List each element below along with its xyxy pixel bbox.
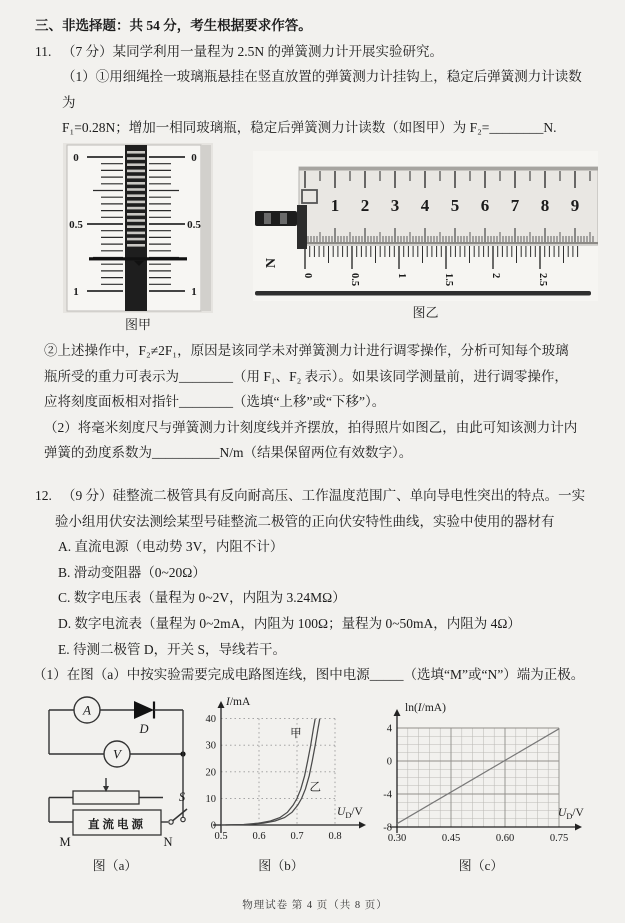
svg-text:A: A	[83, 702, 91, 718]
svg-text:20: 20	[205, 766, 216, 778]
svg-text:UD/V: $U_D/V$	[337, 805, 363, 820]
q12-option-c: C. 数字电压表（量程为 0~2V，内阻为 3.24MΩ）	[58, 590, 346, 606]
svg-text:2.5: 2.5	[537, 272, 548, 287]
svg-text:0.7: 0.7	[290, 830, 304, 842]
q12-option-d: D. 数字电流表（量程为 0~2mA，内阻为 100Ω；量程为 0~50mA，内阻为 4Ω）	[58, 615, 521, 631]
svg-text:0.5: 0.5	[214, 830, 228, 842]
svg-text:0.30: 0.30	[387, 832, 407, 844]
svg-text:0.75: 0.75	[549, 832, 569, 844]
section-header: 三、非选择题：共 54 分，考生根据要求作答。	[35, 18, 312, 33]
svg-text:UD/V: $U_D/V$	[558, 806, 584, 821]
figure-c	[367, 692, 595, 875]
svg-text:0.5: 0.5	[349, 272, 360, 287]
ruler-photo-figure	[253, 151, 598, 301]
figure-jia-caption: 图甲	[124, 316, 151, 332]
question-11	[35, 39, 595, 65]
svg-text:ln(I/mA): ln(I/mA)	[405, 701, 446, 714]
figure-c-caption: 图（c）	[458, 857, 504, 873]
svg-text:-8: -8	[383, 822, 392, 834]
svg-text:N: N	[264, 257, 279, 269]
figure-jia	[63, 143, 213, 334]
svg-text:0.45: 0.45	[441, 832, 461, 844]
svg-text:0: 0	[191, 151, 197, 164]
svg-text:4: 4	[386, 723, 392, 735]
svg-text:4: 4	[420, 195, 430, 215]
q11-figures-row	[63, 143, 595, 334]
question-12	[35, 483, 595, 509]
svg-text:40: 40	[205, 713, 216, 725]
svg-text:8: 8	[540, 195, 550, 215]
svg-text:10: 10	[205, 793, 216, 805]
q12-option-b: B. 滑动变阻器（0~20Ω）	[58, 564, 206, 580]
svg-text:1: 1	[73, 285, 79, 298]
q11-stem: （7 分）某同学利用一量程为 2.5N 的弹簧测力计开展实验研究。	[62, 43, 443, 59]
svg-text:甲: 甲	[290, 727, 302, 740]
circuit-diagram-figure	[35, 692, 195, 854]
q12-figures-row	[35, 692, 595, 875]
svg-text:直流电源: 直流电源	[88, 818, 146, 831]
svg-text:0.60: 0.60	[495, 832, 515, 844]
svg-text:0: 0	[73, 151, 79, 164]
svg-text:乙: 乙	[309, 781, 321, 794]
svg-text:2: 2	[490, 272, 501, 279]
iv-curve-chart	[195, 692, 367, 854]
svg-text:0: 0	[386, 756, 392, 768]
q12-sub1: （1）在图（a）中按实验需要完成电路图连线，图中电源_____（选填“M”或“N”）端为正极。	[33, 667, 585, 683]
svg-text:30: 30	[205, 740, 216, 752]
svg-text:N: N	[163, 834, 173, 849]
svg-text:D: D	[139, 721, 149, 736]
figure-a-caption: 图（a）	[92, 857, 138, 873]
svg-text:1: 1	[330, 195, 340, 215]
svg-text:M: M	[59, 834, 71, 849]
svg-text:0: 0	[302, 272, 313, 279]
svg-text:0: 0	[210, 820, 216, 832]
q12-stem-line2: 验小组用伏安法测绘某型号硅整流二极管的正向伏安特性曲线，实验中使用的器材有	[55, 513, 555, 529]
spring-scale-figure	[63, 143, 213, 313]
svg-text:I/mA: I/mA	[226, 695, 251, 708]
q11-part2-line3: 应将刻度面板相对指针________（选填“上移”或“下移”）。	[44, 394, 386, 410]
q11-part1-line2: F₁=0.28N；增加一相同玻璃瓶，稳定后弹簧测力计读数（如图甲）为 F₂=________N.	[62, 120, 557, 136]
svg-text:1: 1	[396, 272, 407, 279]
svg-text:5: 5	[450, 195, 460, 215]
q11-part1-line1: （1）①用细绳拴一玻璃瓶悬挂在竖直放置的弹簧测力计挂钩上，稳定后弹簧测力计读数为	[62, 69, 582, 110]
svg-text:S: S	[178, 789, 186, 804]
q11-number: 11.	[35, 43, 52, 59]
svg-text:1: 1	[191, 285, 197, 298]
svg-text:V: V	[113, 746, 121, 762]
figure-b	[195, 692, 367, 875]
svg-text:1.5: 1.5	[443, 272, 454, 287]
svg-text:0.8: 0.8	[328, 830, 342, 842]
q12-option-a: A. 直流电源（电动势 3V，内阻不计）	[58, 539, 284, 555]
q12-number: 12.	[35, 487, 52, 503]
svg-text:-4: -4	[383, 789, 392, 801]
figure-b-caption: 图（b）	[258, 857, 304, 873]
q11-part2-line1: ②上述操作中，F₂≠2F₁，原因是该同学未对弹簧测力计进行调零操作，分析可知每个玻璃	[44, 342, 569, 358]
figure-a	[35, 692, 195, 875]
svg-text:6: 6	[480, 195, 490, 215]
q11-part3-line1: （2）将毫米刻度尺与弹簧测力计刻度线并齐摆放，拍得照片如图乙，由此可知该测力计内	[44, 419, 578, 435]
page-footer: 物理试卷 第 4 页（共 8 页）	[242, 899, 388, 911]
figure-yi	[253, 151, 598, 322]
svg-text:3: 3	[390, 195, 400, 215]
svg-text:9: 9	[570, 195, 580, 215]
figure-yi-caption: 图乙	[412, 304, 439, 320]
svg-text:7: 7	[510, 195, 520, 215]
svg-text:0.5: 0.5	[187, 218, 201, 231]
q12-stem-line1: （9 分）硅整流二极管具有反向耐高压、工作温度范围广、单向导电性突出的特点。一实	[62, 487, 586, 503]
q11-part3-line2: 弹簧的劲度系数为__________N/m（结果保留两位有效数字）。	[44, 445, 413, 461]
svg-text:2: 2	[360, 195, 370, 215]
q11-part2-line2: 瓶所受的重力可表示为________（用 F₁、F₂ 表示）。如果该同学测量前，进行调零操作，	[44, 368, 568, 384]
q12-option-e: E. 待测二极管 D，开关 S，导线若干。	[58, 641, 287, 657]
svg-text:0.5: 0.5	[69, 218, 83, 231]
svg-text:0.6: 0.6	[252, 830, 266, 842]
ln-current-chart	[367, 692, 595, 854]
